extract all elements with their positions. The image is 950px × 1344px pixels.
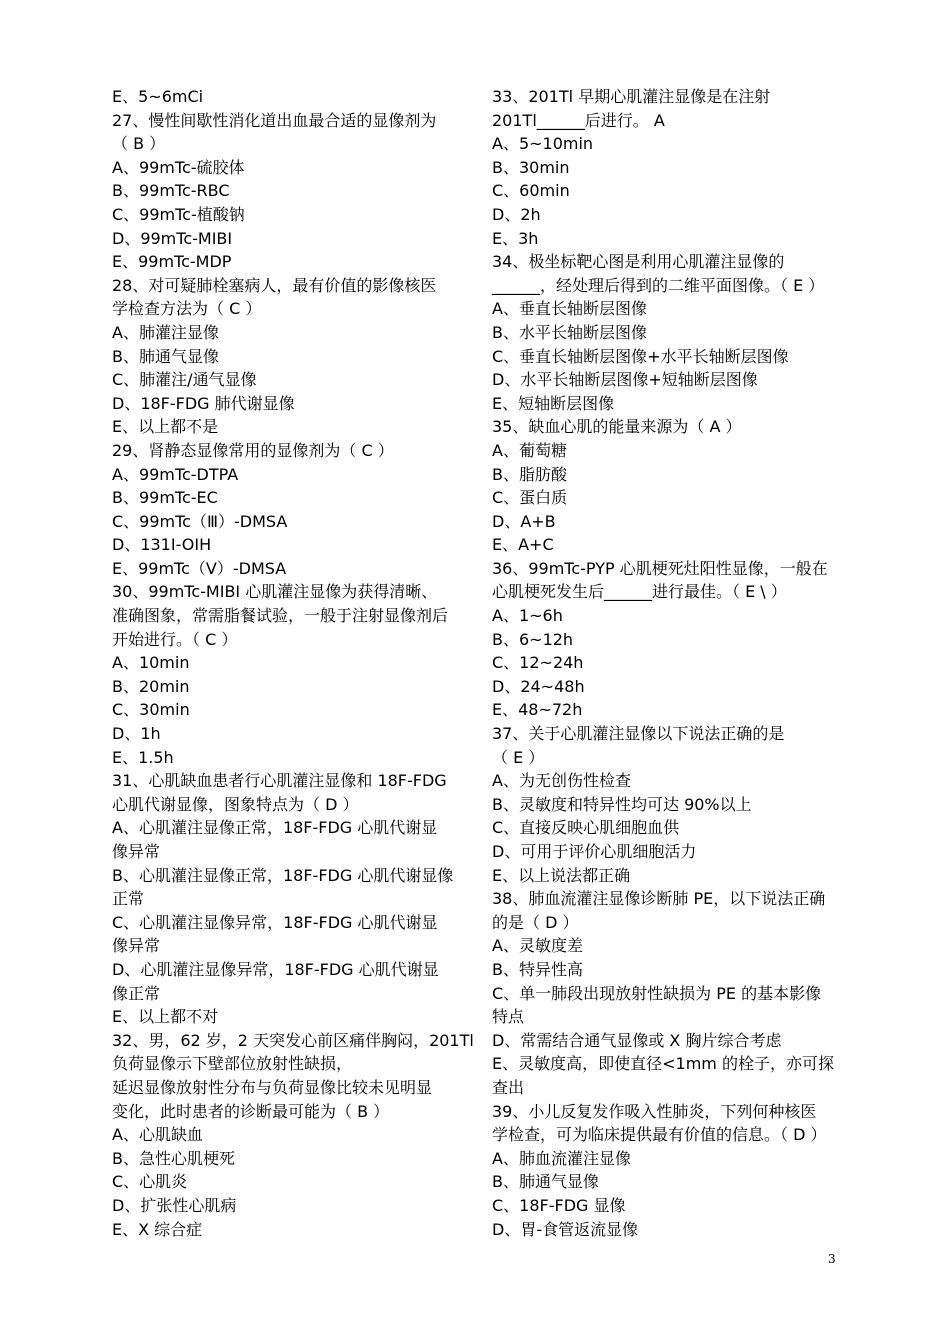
text-line: B、肺通气显像 xyxy=(112,346,219,366)
text-line: D、可用于评价心肌细胞活力 xyxy=(492,842,697,861)
text-line: D、常需结合通气显像或 X 胸片综合考虑 xyxy=(492,1030,782,1050)
text-line: （ B ） xyxy=(112,134,166,154)
text-line: C、60min xyxy=(492,181,570,201)
text-line: B、6~12h xyxy=(492,629,574,649)
text-line: E、X 综合症 xyxy=(112,1219,203,1239)
text-line: 延迟显像放射性分布与负荷显像比较未见明显 xyxy=(112,1077,433,1097)
text-line: A、心肌缺血 xyxy=(112,1125,203,1145)
text-line: C、99mTc-植酸钠 xyxy=(112,204,245,224)
text-line: 34、极坐标靶心图是利用心肌灌注显像的 xyxy=(492,252,785,272)
text-line: E、短轴断层图像 xyxy=(492,393,615,413)
text-line: 39、小儿反复发作吸入性肺炎，下列何种核医 xyxy=(492,1101,817,1121)
text-line: D、18F-FDG 肺代谢显像 xyxy=(112,393,295,413)
text-line: 35、缺血心肌的能量来源为（ A ） xyxy=(492,417,742,437)
text-line: C、12~24h xyxy=(492,653,584,673)
text-line: C、垂直长轴断层图像+水平长轴断层图像 xyxy=(492,346,789,366)
text-line: D、131I-OIH xyxy=(112,535,212,555)
text-line: C、单一肺段出现放射性缺损为 PE 的基本影像 xyxy=(492,983,822,1003)
text-line: B、99mTc-RBC xyxy=(112,181,230,201)
text-line: 32、男，62 岁，2 天突发心前区痛伴胸闷，201Tl xyxy=(112,1030,474,1050)
text-line: E、48~72h xyxy=(492,700,583,720)
text-line: E、以上都不是 xyxy=(112,417,219,437)
text-line: E、A+C xyxy=(492,535,554,555)
text-line: B、特异性高 xyxy=(492,959,583,979)
text-line: A、肺灌注显像 xyxy=(112,322,219,342)
text-line: 心肌梗死发生后______进行最佳。（ E \ ） xyxy=(492,582,787,602)
text-line: A、肺血流灌注显像 xyxy=(492,1148,631,1168)
right-column xyxy=(492,85,842,1241)
text-line: 准确图象，常需脂餐试验，一般于注射显像剂后 xyxy=(112,606,449,626)
text-line: 28、对可疑肺栓塞病人，最有价值的影像核医 xyxy=(112,275,437,295)
text-line: B、心肌灌注显像正常，18F-FDG 心肌代谢显像 xyxy=(112,865,454,885)
text-line: A、灵敏度差 xyxy=(492,936,583,956)
text-line: C、肺灌注/通气显像 xyxy=(112,370,257,390)
text-line: 心肌代谢显像，图象特点为（ D ） xyxy=(112,794,359,814)
text-line: D、胃-食管返流显像 xyxy=(492,1219,639,1239)
text-line: 负荷显像示下壁部位放射性缺损， xyxy=(112,1054,353,1074)
text-line: D、心肌灌注显像异常，18F-FDG 心肌代谢显 xyxy=(112,959,439,979)
text-line: D、99mTc-MIBI xyxy=(112,228,233,248)
text-line: E、5~6mCi xyxy=(112,87,204,106)
text-line: C、心肌灌注显像异常，18F-FDG 心肌代谢显 xyxy=(112,912,438,932)
text-line: C、30min xyxy=(112,700,190,720)
text-line: 31、心肌缺血患者行心肌灌注显像和 18F-FDG xyxy=(112,771,447,791)
text-line: A、10min xyxy=(112,653,190,673)
text-line: A、99mTc-硫胶体 xyxy=(112,157,245,177)
text-line: 查出 xyxy=(492,1077,525,1097)
text-line: 像异常 xyxy=(112,936,161,956)
text-line: E、灵敏度高，即使直径<1mm 的栓子，亦可探 xyxy=(492,1054,834,1074)
text-line: 变化，此时患者的诊断最可能为（ B ） xyxy=(112,1101,390,1121)
page-number: 3 xyxy=(828,1252,836,1266)
text-line: ______，经处理后得到的二维平面图像。（ E ） xyxy=(492,275,825,295)
text-line: D、A+B xyxy=(492,511,556,531)
text-line: C、99mTc（Ⅲ）-DMSA xyxy=(112,511,288,531)
text-line: 学检查，可为临床提供最有价值的信息。（ D ） xyxy=(492,1125,827,1145)
left-column xyxy=(112,85,474,1241)
text-line: 正常 xyxy=(112,889,145,909)
text-line: B、灵敏度和特异性均可达 90%以上 xyxy=(492,794,752,814)
text-line: E、以上都不对 xyxy=(112,1007,219,1027)
text-line: 33、201Tl 早期心肌灌注显像是在注射 xyxy=(492,87,771,106)
text-line: 38、肺血流灌注显像诊断肺 PE，以下说法正确 xyxy=(492,889,826,909)
text-line: （ E ） xyxy=(492,747,545,767)
text-line: D、1h xyxy=(112,724,161,744)
text-line: 的是（ D ） xyxy=(492,912,579,932)
text-line: A、心肌灌注显像正常，18F-FDG 心肌代谢显 xyxy=(112,818,438,838)
text-line: B、30min xyxy=(492,157,570,177)
text-line: A、为无创伤性检查 xyxy=(492,771,631,791)
text-line: B、肺通气显像 xyxy=(492,1172,599,1192)
text-line: C、直接反映心肌细胞血供 xyxy=(492,818,680,838)
text-line: 27、慢性间歇性消化道出血最合适的显像剂为 xyxy=(112,110,437,130)
text-line: B、急性心肌梗死 xyxy=(112,1148,235,1168)
text-line: 特点 xyxy=(492,1007,525,1027)
text-line: 像正常 xyxy=(112,983,161,1003)
text-line: A、99mTc-DTPA xyxy=(112,464,239,484)
text-line: B、水平长轴断层图像 xyxy=(492,322,647,342)
text-line: B、99mTc-EC xyxy=(112,488,218,508)
text-line: C、18F-FDG 显像 xyxy=(492,1195,626,1215)
text-line: 37、关于心肌灌注显像以下说法正确的是 xyxy=(492,724,785,744)
text-line: E、以上说法都正确 xyxy=(492,865,631,885)
text-line: D、扩张性心肌病 xyxy=(112,1195,237,1215)
text-line: 学检查方法为（ C ） xyxy=(112,299,262,319)
text-line: E、99mTc（Ⅴ）-DMSA xyxy=(112,558,287,578)
text-line: E、99mTc-MDP xyxy=(112,252,232,272)
text-line: 开始进行。（ C ） xyxy=(112,629,238,649)
text-line: A、垂直长轴断层图像 xyxy=(492,299,647,319)
text-line: 201Tl______后进行。 A xyxy=(492,110,665,130)
text-line: E、3h xyxy=(492,228,539,248)
text-line: C、心肌炎 xyxy=(112,1172,188,1192)
text-line: A、1~6h xyxy=(492,606,563,626)
text-line: 30、99mTc-MIBI 心肌灌注显像为获得清晰、 xyxy=(112,582,438,602)
text-line: E、1.5h xyxy=(112,747,174,767)
text-line: D、2h xyxy=(492,204,541,224)
text-line: 29、肾静态显像常用的显像剂为（ C ） xyxy=(112,440,394,460)
text-line: C、蛋白质 xyxy=(492,488,568,508)
text-line: A、5~10min xyxy=(492,134,594,154)
text-line: 36、99mTc-PYP 心肌梗死灶阳性显像，一般在 xyxy=(492,558,828,578)
text-line: D、24~48h xyxy=(492,676,585,696)
text-line: D、水平长轴断层图像+短轴断层图像 xyxy=(492,370,758,390)
text-line: B、脂肪酸 xyxy=(492,464,567,484)
text-line: A、葡萄糖 xyxy=(492,440,567,460)
text-line: 像异常 xyxy=(112,842,161,861)
text-line: B、20min xyxy=(112,676,190,696)
